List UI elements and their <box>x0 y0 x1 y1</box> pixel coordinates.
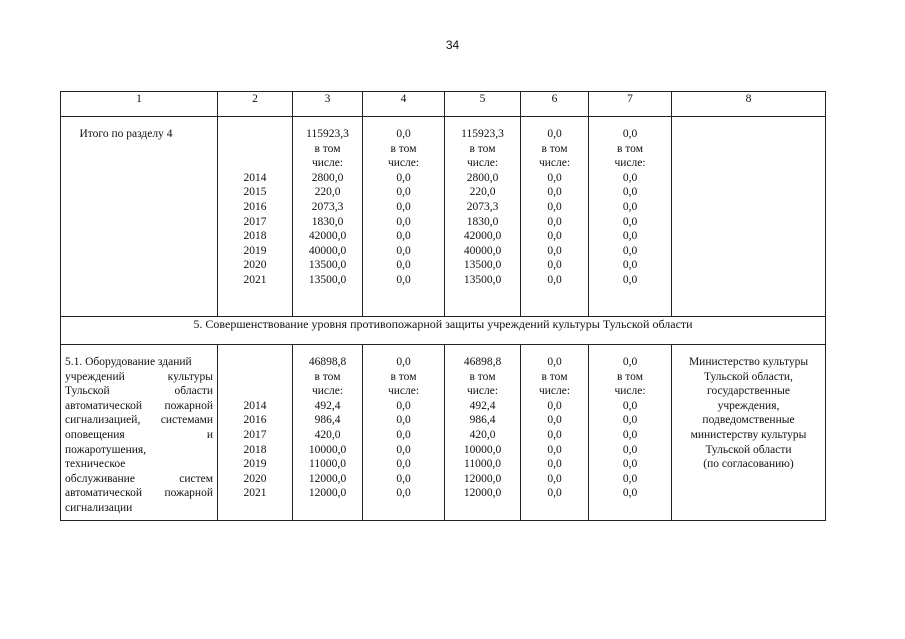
cell-value: 0,0 <box>547 273 562 286</box>
cell-value: 0,0 <box>622 399 638 412</box>
cell-value: 40000,0 <box>308 244 347 257</box>
cell-value: 42000,0 <box>463 230 502 243</box>
cell-value: 220,0 <box>469 186 496 199</box>
cell-value: 0,0 <box>547 414 562 427</box>
total-col6-cell <box>521 117 589 317</box>
cell-value: 0,0 <box>396 128 411 140</box>
cell-value: 115923,3 <box>306 128 349 140</box>
cell-value: 0,0 <box>622 356 638 368</box>
text-line: техническое <box>65 458 126 471</box>
cell-value: 0,0 <box>622 186 638 199</box>
cell-value: числе: <box>466 385 499 398</box>
cell-value: 2073,3 <box>311 200 344 213</box>
cell-value: 0,0 <box>547 244 562 257</box>
cell-value: 0,0 <box>396 244 411 257</box>
cell-value: 0,0 <box>622 259 638 272</box>
text-line: Тульской области, <box>704 370 793 383</box>
year-label: 2019 <box>243 458 267 471</box>
total-col5-cell <box>445 117 521 317</box>
cell-value: 0,0 <box>622 128 638 140</box>
cell-value: 0,0 <box>547 186 562 199</box>
cell-value: 0,0 <box>622 200 638 213</box>
cell-value: в том <box>390 370 417 383</box>
cell-value: 0,0 <box>396 186 411 199</box>
year-label: 2021 <box>243 273 267 286</box>
cell-value: 0,0 <box>396 230 411 243</box>
cell-value: числе: <box>614 157 646 170</box>
cell-value: 0,0 <box>547 230 562 243</box>
text-line: Тульской области <box>65 385 213 398</box>
year-label: 2014 <box>243 399 267 412</box>
header-cell-2: 2 <box>218 92 293 117</box>
cell-value: числе: <box>538 385 571 398</box>
cell-value: 0,0 <box>396 273 411 286</box>
header-cell-1: 1 <box>61 92 218 117</box>
text-line: (по согласованию) <box>703 458 794 471</box>
cell-value: 0,0 <box>396 259 411 272</box>
cell-value: 986,4 <box>469 414 496 427</box>
text-line: автоматической пожарной <box>65 487 213 500</box>
header-cell-6: 6 <box>521 92 589 117</box>
year-label: 2021 <box>243 487 267 500</box>
cell-value: 0,0 <box>547 399 562 412</box>
year-label: 2020 <box>243 472 267 485</box>
text-line: учреждений культуры <box>65 370 213 383</box>
total-col4-cell <box>363 117 445 317</box>
item-col5-cell <box>445 345 521 521</box>
cell-value: 0,0 <box>396 472 411 485</box>
text-line: оповещения и <box>65 428 213 441</box>
header-cell-3: 3 <box>293 92 363 117</box>
text-line: сигнализации <box>65 501 133 514</box>
cell-value: 0,0 <box>547 487 562 500</box>
item-row <box>61 345 826 521</box>
cell-value: 12000,0 <box>308 487 347 500</box>
item-col4-cell <box>363 345 445 521</box>
cell-value: 0,0 <box>396 200 411 213</box>
cell-value: 0,0 <box>622 215 638 228</box>
cell-value: 420,0 <box>314 428 341 441</box>
cell-value: 0,0 <box>396 428 411 441</box>
year-label: 2020 <box>243 259 267 272</box>
cell-value: 1830,0 <box>311 215 344 228</box>
cell-value: 12000,0 <box>463 487 502 500</box>
cell-value: числе: <box>387 157 420 170</box>
cell-value: 10000,0 <box>463 443 502 456</box>
section-title: 5. Совершенствование уровня противопожарной защиты учреждений культуры Тульской области <box>61 317 826 345</box>
cell-value: 0,0 <box>622 472 638 485</box>
text-line: 5.1. Оборудование зданий <box>65 356 192 368</box>
cell-value: 11000,0 <box>309 458 346 471</box>
cell-value: 46898,8 <box>308 356 347 368</box>
cell-value: 0,0 <box>396 171 411 184</box>
cell-value: в том <box>390 142 417 155</box>
cell-value: в том <box>541 370 568 383</box>
year-label: 2016 <box>243 200 267 213</box>
cell-value: 0,0 <box>396 487 411 500</box>
text-line: министерству культуры <box>690 428 807 441</box>
header-row <box>61 92 826 117</box>
year-label: 2016 <box>243 414 267 427</box>
cell-value: 492,4 <box>314 399 341 412</box>
text-line: обслуживание систем <box>65 472 213 485</box>
text-line: Тульской области <box>705 443 792 456</box>
header-cell-8: 8 <box>672 92 826 117</box>
cell-value: 40000,0 <box>463 244 502 257</box>
cell-value: 0,0 <box>547 472 562 485</box>
item-label <box>61 345 218 521</box>
header-cell-7: 7 <box>589 92 672 117</box>
cell-value: 0,0 <box>396 215 411 228</box>
cell-value: 46898,8 <box>463 356 502 368</box>
cell-value: 42000,0 <box>308 230 347 243</box>
cell-value: 0,0 <box>396 399 411 412</box>
year-label: 2019 <box>243 244 267 257</box>
cell-value: 12000,0 <box>308 472 347 485</box>
text-line: пожаротушения, <box>65 443 147 456</box>
cell-value: в том <box>617 142 643 155</box>
cell-value: 0,0 <box>547 259 562 272</box>
cell-value: 0,0 <box>622 171 638 184</box>
cell-value: в том <box>617 370 643 383</box>
cell-value: 0,0 <box>547 128 562 140</box>
year-label: 2017 <box>243 428 267 441</box>
program-table <box>60 91 826 521</box>
cell-value: в том <box>541 142 568 155</box>
cell-value: 220,0 <box>314 186 341 199</box>
cell-value: 0,0 <box>622 273 638 286</box>
cell-value: 11000,0 <box>464 458 501 471</box>
item-col7-cell <box>589 345 672 521</box>
cell-value: 13500,0 <box>463 259 502 272</box>
text-line: Министерство культуры <box>688 356 809 368</box>
text-line: учреждения, <box>717 399 780 412</box>
total-row <box>61 117 826 317</box>
section-title-row <box>61 317 826 345</box>
cell-value: 12000,0 <box>463 472 502 485</box>
text-line: сигнализацией, системами <box>65 414 213 427</box>
cell-value: 0,0 <box>547 171 562 184</box>
item-col6-cell <box>521 345 589 521</box>
cell-value: 0,0 <box>547 428 562 441</box>
item-responsible <box>672 345 826 521</box>
cell-value: 0,0 <box>547 443 562 456</box>
cell-value: 0,0 <box>622 443 638 456</box>
cell-value: 0,0 <box>547 215 562 228</box>
cell-value: в том <box>469 370 496 383</box>
cell-value: 986,4 <box>314 414 341 427</box>
cell-value: 0,0 <box>622 414 638 427</box>
header-cell-4: 4 <box>363 92 445 117</box>
header-cell-5: 5 <box>445 92 521 117</box>
item-years-cell <box>218 345 293 521</box>
cell-value: числе: <box>311 385 344 398</box>
cell-value: 13500,0 <box>308 259 347 272</box>
cell-value: числе: <box>387 385 420 398</box>
cell-value: 10000,0 <box>308 443 347 456</box>
year-label: 2018 <box>243 443 267 456</box>
page-number: 34 <box>445 38 460 52</box>
total-col8-cell <box>672 117 826 317</box>
year-label: 2018 <box>243 230 267 243</box>
total-label: Итого по разделу 4 <box>61 117 218 317</box>
cell-value: 0,0 <box>547 200 562 213</box>
cell-value: 0,0 <box>622 230 638 243</box>
cell-value: 2073,3 <box>466 200 499 213</box>
cell-value: 0,0 <box>547 356 562 368</box>
cell-value: числе: <box>538 157 571 170</box>
cell-value: 13500,0 <box>463 273 502 286</box>
cell-value: числе: <box>614 385 646 398</box>
cell-value: в том <box>314 370 341 383</box>
cell-value: 0,0 <box>396 414 411 427</box>
text-line: государственные <box>707 385 790 398</box>
cell-value: 420,0 <box>469 428 496 441</box>
cell-value: 0,0 <box>396 458 411 471</box>
cell-value: 13500,0 <box>308 273 347 286</box>
text-line: автоматической пожарной <box>65 399 213 412</box>
cell-value: в том <box>469 142 496 155</box>
cell-value: числе: <box>311 157 344 170</box>
cell-value: 0,0 <box>622 244 638 257</box>
cell-value: 0,0 <box>622 428 638 441</box>
cell-value: 2800,0 <box>311 171 344 184</box>
cell-value: 2800,0 <box>466 171 499 184</box>
text-line: подведомственные <box>702 414 795 427</box>
cell-value: 0,0 <box>396 356 411 368</box>
cell-value: 0,0 <box>622 458 638 471</box>
total-years-cell <box>218 117 293 317</box>
cell-value: 0,0 <box>622 487 638 500</box>
year-label: 2014 <box>243 171 267 184</box>
year-label: 2015 <box>243 186 267 199</box>
cell-value: в том <box>314 142 341 155</box>
cell-value: числе: <box>466 157 499 170</box>
cell-value: 492,4 <box>469 399 496 412</box>
cell-value: 0,0 <box>547 458 562 471</box>
cell-value: 115923,3 <box>461 128 504 140</box>
year-label: 2017 <box>243 215 267 228</box>
cell-value: 0,0 <box>396 443 411 456</box>
cell-value: 1830,0 <box>466 215 499 228</box>
item-col3-cell <box>293 345 363 521</box>
total-col3-cell <box>293 117 363 317</box>
total-col7-cell <box>589 117 672 317</box>
